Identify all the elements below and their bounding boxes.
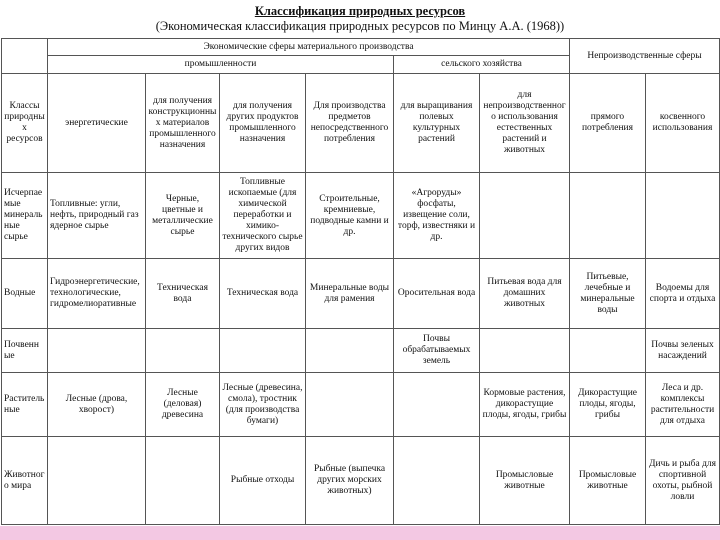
- cell-indirect: Дичь и рыба для спортивной охоты, рыбной ловли: [646, 437, 720, 525]
- cell-crops: [394, 437, 480, 525]
- cell-other: [220, 329, 306, 373]
- header-direct-use: прямого потребления: [570, 74, 646, 173]
- cell-other: Техническая вода: [220, 259, 306, 329]
- table-row: [2, 173, 720, 259]
- cell-indirect: [646, 173, 720, 259]
- header-crops: для выращивания полевых культурных растений: [394, 74, 480, 173]
- cell-structural: Черные, цветные и металлические сырье: [146, 173, 220, 259]
- row-class-name: Животного мира: [2, 437, 48, 525]
- header-nonprod: Непроизводственные сферы: [570, 39, 720, 74]
- footer-band: [0, 526, 720, 540]
- cell-crops: Почвы обрабатываемых земель: [394, 329, 480, 373]
- cell-nonprod-use: Кормовые растения, дикорастущие плоды, ягоды, грибы: [480, 373, 570, 437]
- cell-indirect: Водоемы для спорта и отдыха: [646, 259, 720, 329]
- header-other-products: для получения других продуктов промышленного назначения: [220, 74, 306, 173]
- cell-food: Строительные, кремниевые, подводные камни и др.: [306, 173, 394, 259]
- cell-other: Лесные (древесина, смола), тростник (для производства бумаги): [220, 373, 306, 437]
- cell-structural: Лесные (деловая) древесина: [146, 373, 220, 437]
- cell-direct: Питьевые, лечебные и минеральные воды: [570, 259, 646, 329]
- cell-nonprod-use: Промысловые животные: [480, 437, 570, 525]
- header-indirect-use: косвенного использования: [646, 74, 720, 173]
- cell-direct: [570, 173, 646, 259]
- cell-other: Рыбные отходы: [220, 437, 306, 525]
- cell-indirect: Почвы зеленых насаждений: [646, 329, 720, 373]
- cell-energy: [48, 437, 146, 525]
- header-energy: энергетические: [48, 74, 146, 173]
- table-row: [2, 373, 720, 437]
- cell-energy: Гидроэнергетические, технологические, гидромелиоративные: [48, 259, 146, 329]
- cell-nonprod-use: Питьевая вода для домашних животных: [480, 259, 570, 329]
- cell-structural: [146, 437, 220, 525]
- cell-energy: Лесные (дрова, хворост): [48, 373, 146, 437]
- header-industry: промышленности: [48, 56, 394, 74]
- classification-table: [1, 38, 720, 525]
- cell-crops: «Агроруды» фосфаты, извещение соли, торф, известняки и др.: [394, 173, 480, 259]
- table-row: [2, 437, 720, 525]
- cell-food: Рыбные (выпечка других морских животных): [306, 437, 394, 525]
- cell-direct: Промысловые животные: [570, 437, 646, 525]
- cell-energy: Топливные: угли, нефть, природный газ ядерное сырье: [48, 173, 146, 259]
- cell-direct: [570, 329, 646, 373]
- header-food-industry: Для производства предметов непосредственного потребления: [306, 74, 394, 173]
- cell-food: [306, 329, 394, 373]
- table-row: [2, 329, 720, 373]
- cell-structural: Техническая вода: [146, 259, 220, 329]
- cell-nonprod-use: [480, 173, 570, 259]
- cell-crops: Оросительная вода: [394, 259, 480, 329]
- cell-crops: [394, 373, 480, 437]
- cell-indirect: Леса и др. комплексы растительности для отдыха: [646, 373, 720, 437]
- title-line-1: Классификация природных ресурсов: [254, 4, 466, 18]
- cell-food: Минеральные воды для рамения: [306, 259, 394, 329]
- row-class-name: Растительные: [2, 373, 48, 437]
- row-class-name: Водные: [2, 259, 48, 329]
- document-title: [0, 4, 720, 34]
- header-agriculture: сельского хозяйства: [394, 56, 570, 74]
- table-row: [2, 259, 720, 329]
- header-corner: [2, 39, 48, 74]
- cell-energy: [48, 329, 146, 373]
- header-structural: для получения конструкционных материалов промышленного назначения: [146, 74, 220, 173]
- cell-structural: [146, 329, 220, 373]
- row-class-name: Исчерпаемые минеральные сырье: [2, 173, 48, 259]
- cell-other: Топливные ископаемые (для химической переработки и химико-технического сырье других видов: [220, 173, 306, 259]
- row-class-name: Почвенные: [2, 329, 48, 373]
- cell-food: [306, 373, 394, 437]
- header-econ-spheres: Экономические сферы материального производства: [48, 39, 570, 56]
- header-classes: Классы природных ресурсов: [2, 74, 48, 173]
- title-line-2: (Экономическая классификация природных ресурсов по Минцу А.А. (1968)): [155, 19, 565, 33]
- header-nonprod-use: для непроизводственного использования естественных растений и животных: [480, 74, 570, 173]
- cell-nonprod-use: [480, 329, 570, 373]
- cell-direct: Дикорастущие плоды, ягоды, грибы: [570, 373, 646, 437]
